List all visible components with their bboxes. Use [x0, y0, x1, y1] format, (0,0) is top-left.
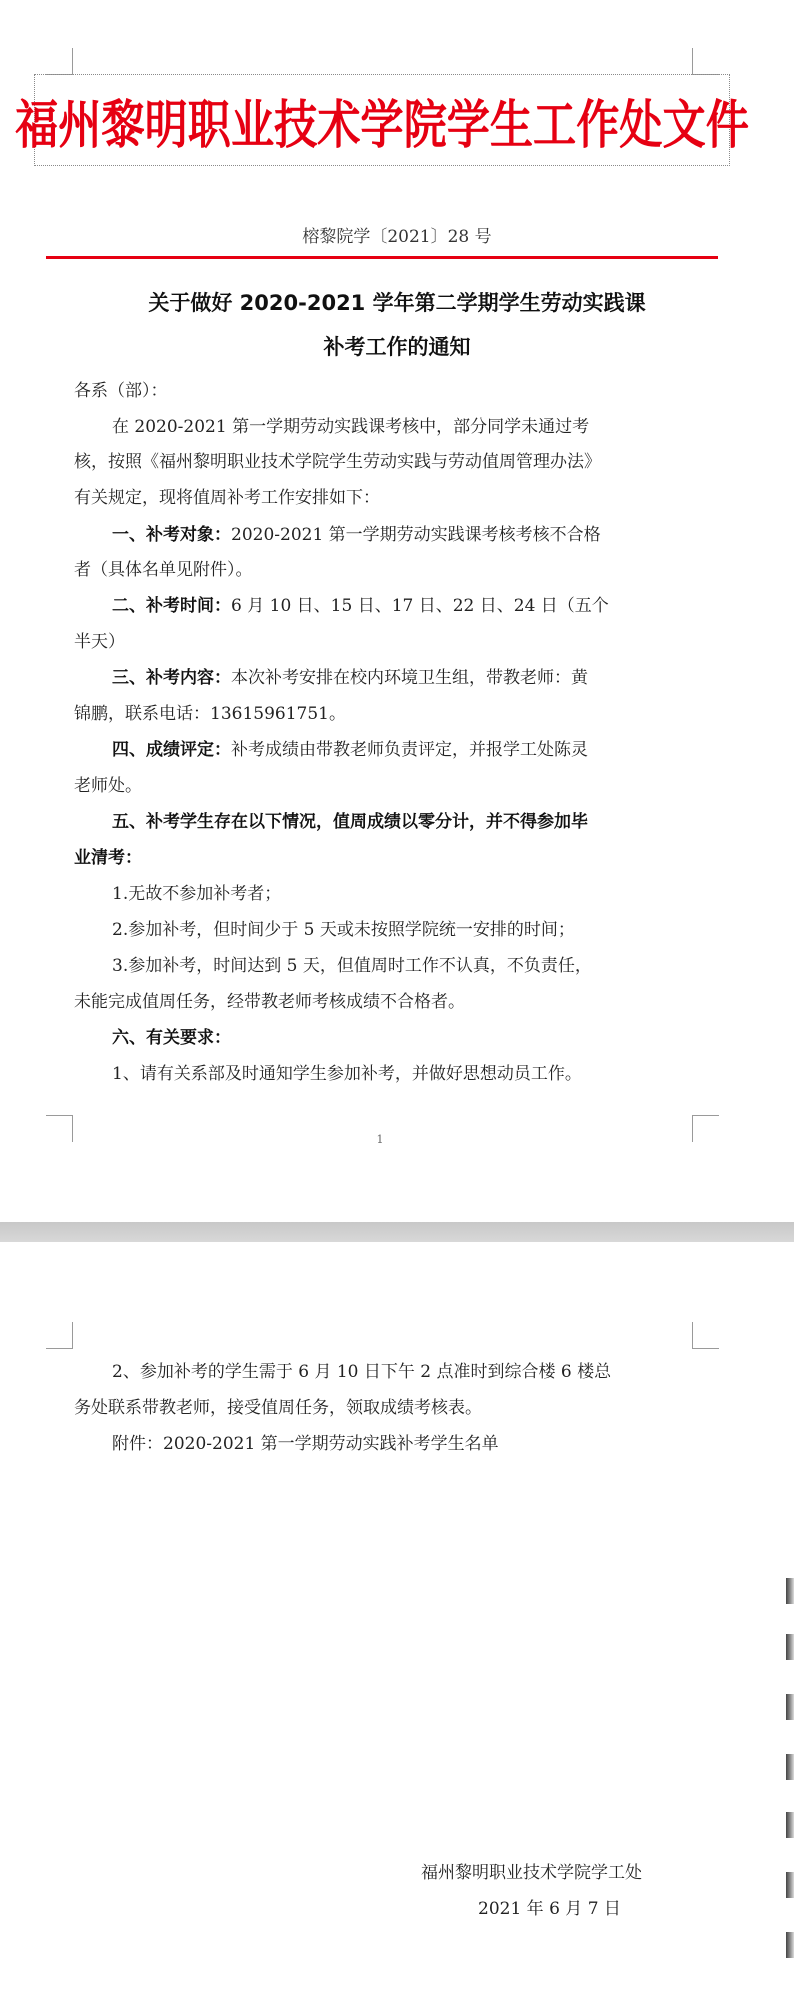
section-4 — [112, 738, 694, 762]
intro-line-1: 在 2020-2021 第一学期劳动实践课考核中，部分同学未通过考 — [112, 417, 590, 437]
crop-mark-top-right — [692, 1322, 719, 1349]
attachment-note: 附件：2020-2021 第一学期劳动实践补考学生名单 — [112, 1434, 499, 1454]
section-2-heading: 二、补考时间： — [112, 596, 231, 616]
letterhead-title: 福州黎明职业技术学院学生工作处文件 — [15, 95, 749, 156]
section-5-item-2: 2.参加补考，但时间少于 5 天或未按照学院统一安排的时间； — [112, 920, 575, 940]
section-3-continued: 锦鹏，联系电话：13615961751。 — [74, 704, 346, 724]
section-6-item-2: 2、参加补考的学生需于 6 月 10 日下午 2 点准时到综合楼 6 楼总 — [112, 1362, 612, 1382]
crop-mark-top-right — [692, 48, 719, 75]
scroll-marker — [786, 1694, 794, 1720]
section-1-continued: 者（具体名单见附件）。 — [74, 560, 253, 580]
notice-title-line-2: 补考工作的通知 — [323, 335, 471, 359]
section-5-item-1: 1.无故不参加补考者； — [112, 884, 282, 904]
intro-line-3: 有关规定，现将值周补考工作安排如下： — [74, 488, 380, 508]
section-4-heading: 四、成绩评定： — [112, 740, 231, 760]
section-1-heading: 一、补考对象： — [112, 525, 231, 545]
section-6-heading: 六、有关要求： — [112, 1028, 231, 1048]
section-1-text: 2020-2021 第一学期劳动实践课考核考核不合格 — [231, 525, 601, 545]
scroll-marker — [786, 1578, 794, 1604]
section-5-item-3-continued: 未能完成值周任务，经带教老师考核成绩不合格者。 — [74, 992, 465, 1012]
section-5-heading-line-2: 业清考： — [74, 848, 142, 868]
section-6-item-1: 1、请有关系部及时通知学生参加补考，并做好思想动员工作。 — [112, 1064, 582, 1084]
letterhead-box — [15, 74, 749, 166]
section-6-item-2-continued: 务处联系带教老师，接受值周任务，领取成绩考核表。 — [74, 1398, 482, 1418]
section-4-continued: 老师处。 — [74, 776, 142, 796]
scroll-marker — [786, 1872, 794, 1898]
scroll-marker — [786, 1812, 794, 1838]
section-5-heading-line-1: 五、补考学生存在以下情况，值周成绩以零分计，并不得参加毕 — [112, 812, 588, 832]
signature-date: 2021 年 6 月 7 日 — [478, 1899, 621, 1919]
document-page-2 — [0, 1242, 794, 1992]
crop-mark-top-left — [46, 1322, 73, 1349]
salutation: 各系（部）： — [74, 381, 168, 401]
section-2 — [112, 594, 694, 618]
signature-organization: 福州黎明职业技术学院学工处 — [421, 1863, 642, 1883]
section-4-text: 补考成绩由带教老师负责评定，并报学工处陈灵 — [231, 740, 588, 760]
page-separator — [0, 1222, 794, 1242]
section-1 — [112, 523, 694, 547]
page-number: 1 — [376, 1133, 384, 1146]
section-3-text: 本次补考安排在校内环境卫生组，带教老师：黄 — [231, 668, 588, 688]
section-3-heading: 三、补考内容： — [112, 668, 231, 688]
red-divider — [46, 256, 718, 259]
intro-line-2: 核，按照《福州黎明职业技术学院学生劳动实践与劳动值周管理办法》 — [74, 452, 601, 472]
notice-title-line-1: 关于做好 2020-2021 学年第二学期学生劳动实践课 — [148, 291, 646, 315]
document-number: 榕黎院学〔2021〕28 号 — [302, 227, 492, 247]
section-5-item-3: 3.参加补考，时间达到 5 天，但值周时工作不认真，不负责任， — [112, 956, 592, 976]
section-3 — [112, 666, 694, 690]
scroll-marker — [786, 1932, 794, 1958]
scroll-marker — [786, 1634, 794, 1660]
section-2-text: 6 月 10 日、15 日、17 日、22 日、24 日（五个 — [231, 596, 609, 616]
section-2-continued: 半天） — [74, 632, 125, 652]
crop-mark-top-left — [46, 48, 73, 75]
scroll-marker — [786, 1754, 794, 1780]
